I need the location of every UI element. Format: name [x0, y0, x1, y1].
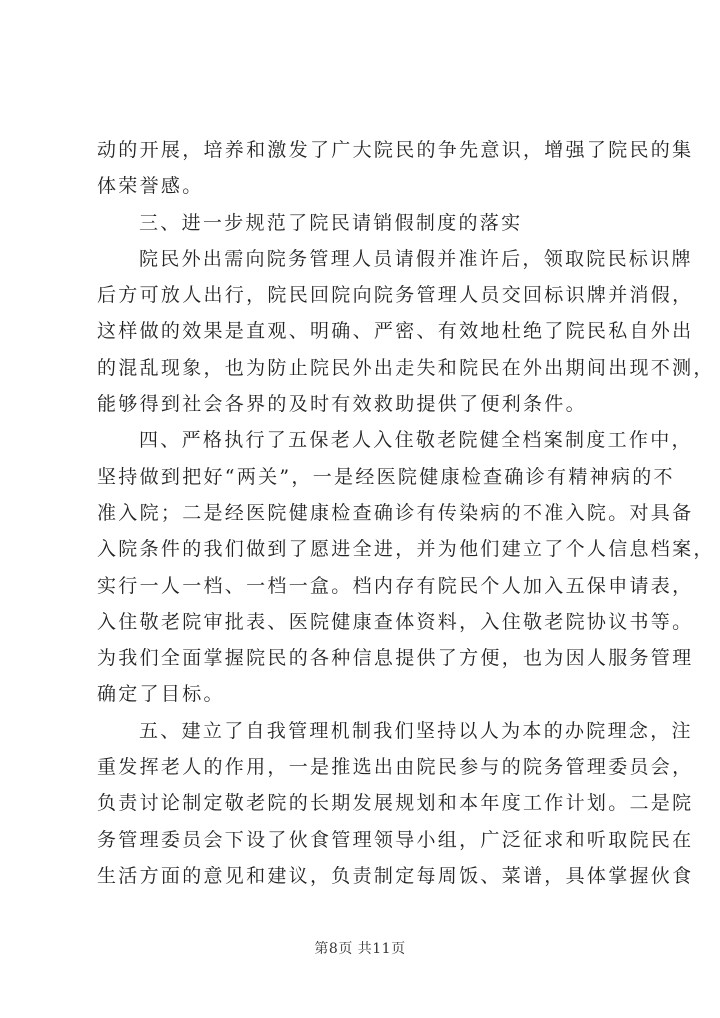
heading-line: 三、进一步规范了院民请销假制度的落实 — [139, 211, 523, 234]
text-line: 这样做的效果是直观、明确、严密、有效地杜绝了院民私自外出 — [97, 320, 694, 343]
text-line: 入院条件的我们做到了愿进全进，并为他们建立了个人信息档案， — [97, 538, 715, 561]
paragraph — [97, 241, 715, 422]
text-line: 重发挥老人的作用，一是推选出由院民参与的院务管理委员会， — [97, 756, 694, 779]
text-line: 动的开展，培养和激发了广大院民的争先意识，增强了院民的集 — [97, 139, 694, 161]
text-line: 负责讨论制定敬老院的长期发展规划和本年度工作计划。二是院 — [97, 792, 694, 815]
paragraph — [97, 713, 694, 894]
text-line: 生活方面的意见和建议，负责制定每周饭、菜谱，具体掌握伙食 — [97, 864, 694, 887]
text-line: 务管理委员会下设了伙食管理领导小组，广泛征求和听取院民在 — [97, 828, 694, 851]
text-line: 后方可放人出行，院民回院向院务管理人员交回标识牌并消假， — [97, 284, 694, 307]
text-line: 能够得到社会各界的及时有效救助提供了便利条件。 — [97, 393, 587, 416]
text-line: 入住敬老院审批表、医院健康查体资料，入住敬老院协议书等。 — [97, 610, 694, 633]
text-line: 实行一人一档、一档一盒。档内存有院民个人加入五保申请表， — [97, 574, 694, 597]
section-heading — [97, 205, 637, 241]
text-line: 准入院；二是经医院健康检查确诊有传染病的不准入院。对具备 — [97, 501, 694, 524]
paragraph — [97, 132, 694, 205]
text-line: 为我们全面掌握院民的各种信息提供了方便，也为因人服务管理 — [97, 647, 694, 670]
document-body — [97, 132, 715, 894]
text-line: 体荣誉感。 — [97, 175, 204, 198]
text-line: 四、严格执行了五保老人入住敬老院健全档案制度工作中， — [139, 429, 693, 452]
text-line: 确定了目标。 — [97, 683, 225, 706]
page-number: 第8页 共11页 — [314, 941, 406, 957]
text-line: 院民外出需向院务管理人员请假并准许后，领取院民标识牌 — [139, 247, 693, 270]
text-line: 五、建立了自我管理机制我们坚持以人为本的办院理念，注 — [139, 719, 693, 742]
text-line: 的混乱现象，也为防止院民外出走失和院民在外出期间出现不测， — [97, 356, 715, 379]
text-line: 坚持做到把好“两关”，一是经医院健康检查确诊有精神病的不 — [97, 465, 675, 488]
paragraph — [97, 422, 715, 712]
